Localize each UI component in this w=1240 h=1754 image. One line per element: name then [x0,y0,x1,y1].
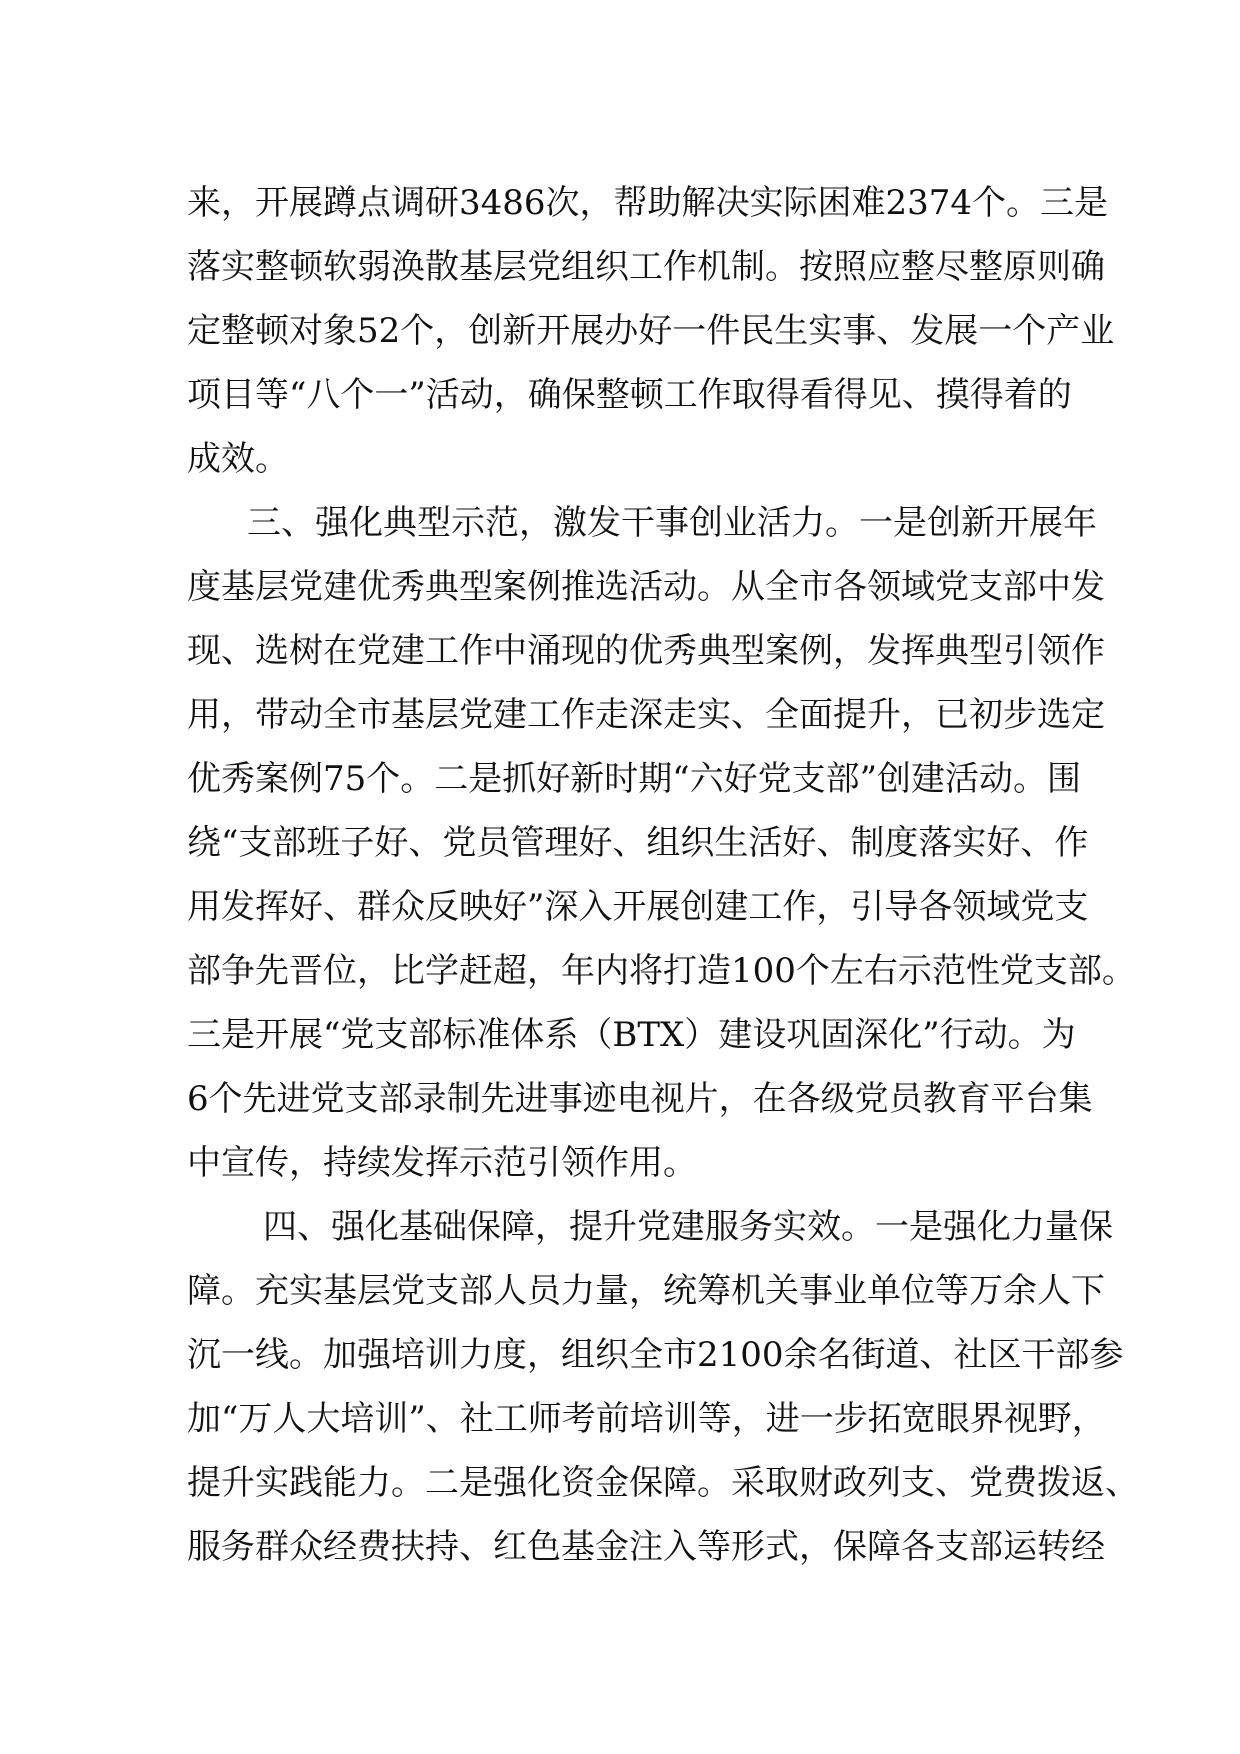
text-line: 度基层党建优秀典型案例推选活动。从全市各领域党支部中发 [187,567,1105,607]
section-heading-line: 三、强化典型示范，激发干事创业活力。一是创新开展年 [247,503,1097,543]
text-line: 加“万人大培训”、社工师考前培训等，进一步拓宽眼界视野， [187,1399,1106,1439]
text-line: 绕“支部班子好、党员管理好、组织生活好、制度落实好、作 [187,823,1089,863]
text-line: 用，带动全市基层党建工作走深走实、全面提升，已初步选定 [187,695,1105,735]
text-line: 用发挥好、群众反映好”深入开展创建工作，引导各领域党支 [187,887,1089,927]
text-line: 现、选树在党建工作中涌现的优秀典型案例，发挥典型引领作 [187,631,1105,671]
text-line: 成效。 [187,439,289,479]
text-line: 三是开展“党支部标准体系（BTX）建设巩固深化”行动。为 [187,1015,1076,1055]
section-heading-line: 四、强化基础保障，提升党建服务实效。一是强化力量保 [263,1207,1113,1247]
document-body [187,171,1139,1579]
paragraph-continuation [187,171,1115,491]
text-line: 沉一线。加强培训力度，组织全市2100余名街道、社区干部参 [187,1335,1124,1375]
text-line: 中宣传，持续发挥示范引领作用。 [187,1143,697,1183]
text-line: 落实整顿软弱涣散基层党组织工作机制。按照应整尽整原则确 [187,247,1105,287]
paragraph-section-four [187,1195,1139,1579]
paragraph-section-three [187,491,1136,1195]
text-line: 优秀案例75个。二是抓好新时期“六好党支部”创建活动。围 [187,759,1082,799]
text-line: 障。充实基层党支部人员力量，统筹机关事业单位等万余人下 [187,1271,1105,1311]
text-line: 6个先进党支部录制先进事迹电视片，在各级党员教育平台集 [187,1079,1093,1119]
text-line: 来，开展蹲点调研3486次，帮助解决实际困难2374个。三是 [187,183,1109,223]
text-line: 提升实践能力。二是强化资金保障。采取财政列支、党费拨返、 [187,1463,1139,1503]
text-line: 项目等“八个一”活动，确保整顿工作取得看得见、摸得着的 [187,375,1072,415]
text-line: 服务群众经费扶持、红色基金注入等形式，保障各支部运转经 [187,1527,1105,1567]
text-line: 定整顿对象52个，创新开展办好一件民生实事、发展一个产业 [187,311,1115,351]
text-line: 部争先晋位，比学赶超，年内将打造100个左右示范性党支部。 [187,951,1136,991]
